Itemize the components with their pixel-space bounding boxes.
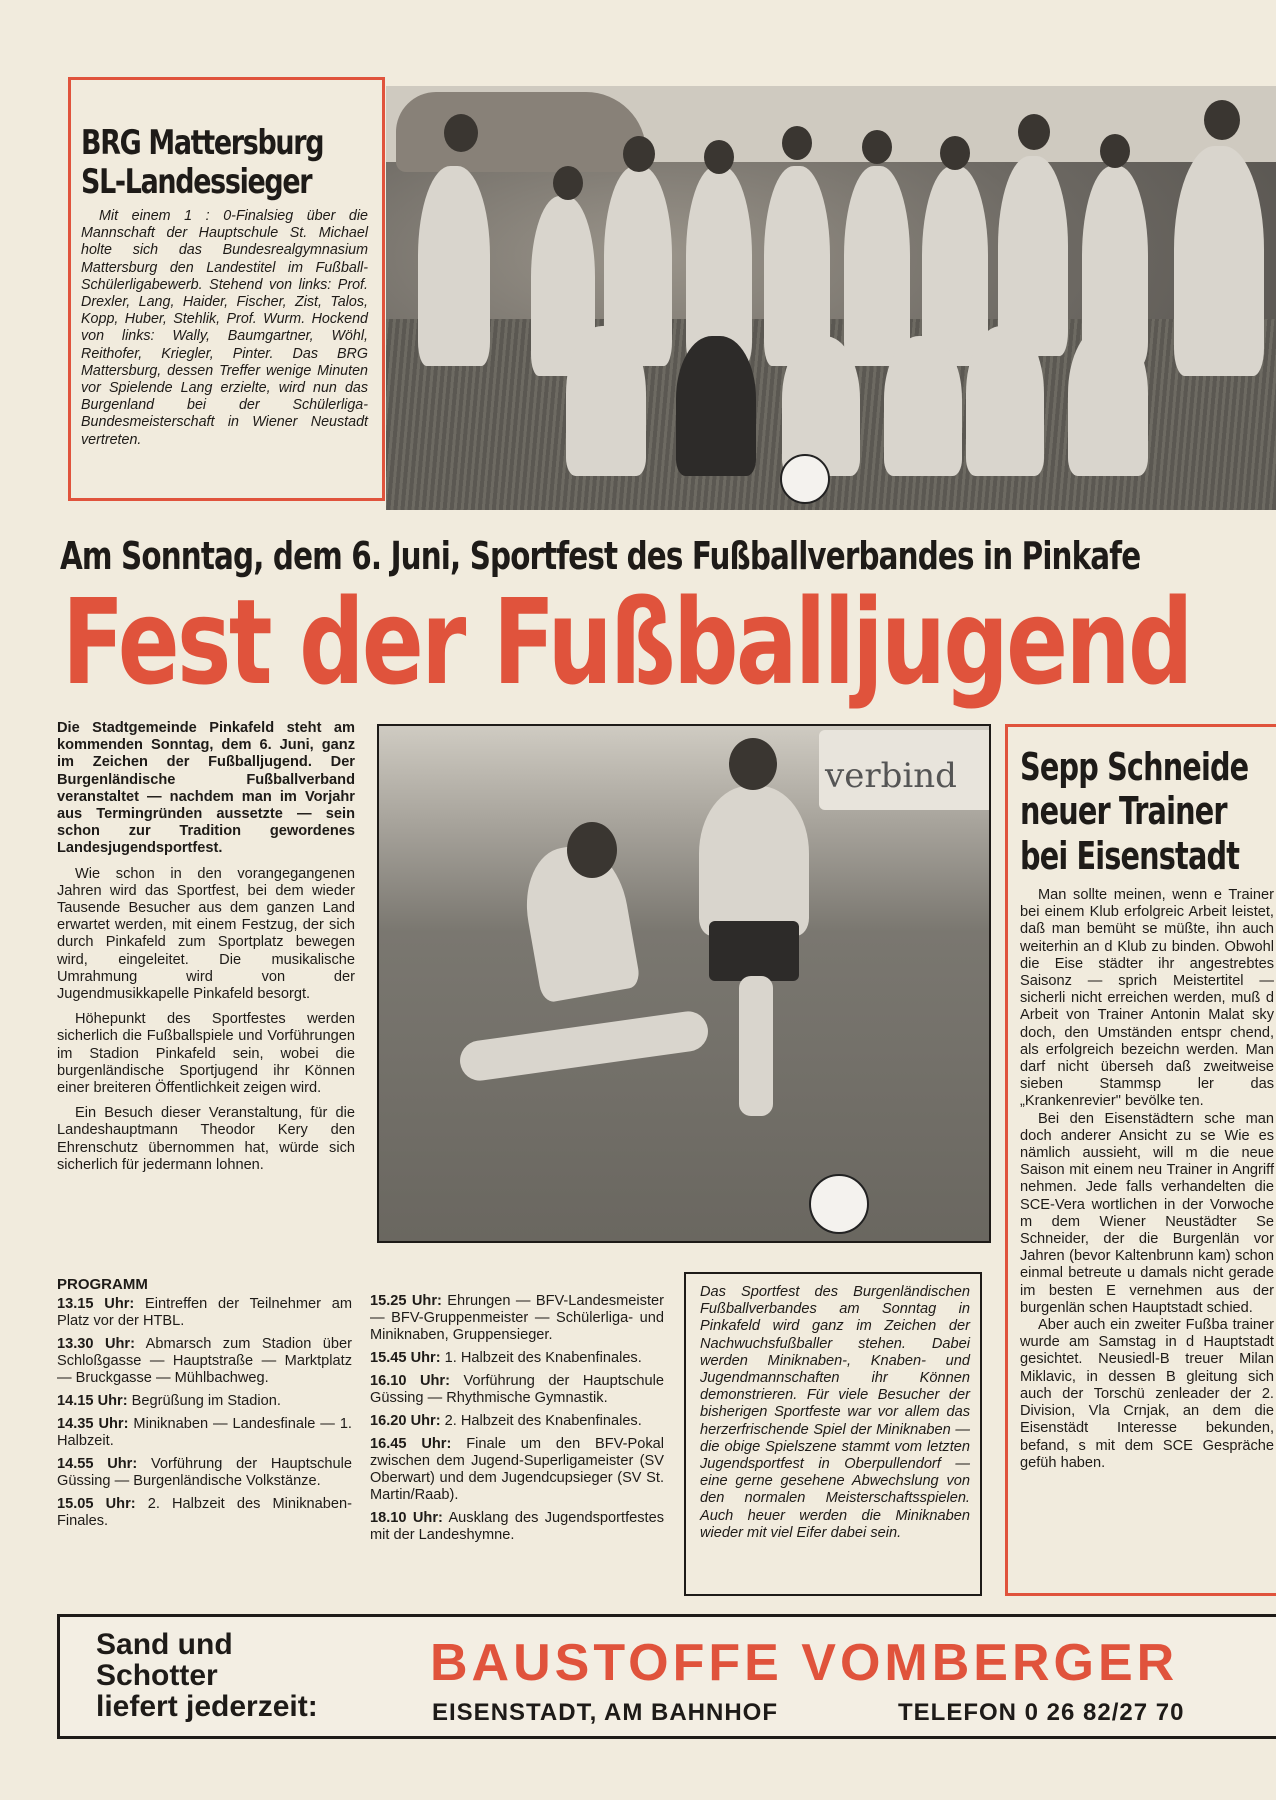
program-title: PROGRAMM: [57, 1276, 148, 1293]
top-story-headline-1: BRG Mattersburg: [81, 123, 324, 163]
ad-left-line-2: Schotter: [96, 1659, 218, 1692]
side-story-para-3: Aber auch ein zweiter Fußba trainer wurde am Samstag in d Hauptstadt gesichtet. Neusiedl-B treuer Milan Miklavic, in dessen B gleitung sich auch der Torschü zenleader der 2. Division, Vla Crnjak, an dem die Eisenstädt Interesse bekunden, befand, s mit dem SCE Gespräche gefüh haben.: [1020, 1317, 1274, 1471]
main-story-para-4: Ein Besuch dieser Veranstaltung, für die Landeshauptmann Theodor Kery den Ehrenschutz übernommen hat, würde sich sicherlich für jedermann lohnen.: [57, 1105, 355, 1173]
ad-left-line-3: liefert jederzeit:: [96, 1690, 318, 1723]
photo-caption: Das Sportfest des Burgenländischen Fußballverbandes am Sonntag in Pinkafeld wird ganz im Zeichen der Nachwuchsfußballer stehen. Dabei werden Miniknaben-, Knaben- und Jugendmannschaften ihr Können demonstrieren. Für viele Besucher der bisherigen Sportfeste war vor allem das herzerfrischende Spiel der Miniknaben — die obige Spielszene stammt vom letzten Jugendsportfest in Oberpullendorf — eine gerne gesehene Abwechslung von den normalen Meisterschaftsspielen. Auch heuer werden die Miniknaben wieder mit viel Eifer dabei sein.: [700, 1284, 970, 1541]
match-photo-ball: [809, 1174, 869, 1234]
ad-left-text: [96, 1629, 318, 1722]
main-story-headline: Fest der Fußballjugend: [62, 578, 1191, 711]
top-story-caption: Mit einem 1 : 0-Finalsieg über die Mannschaft der Hauptschule St. Michael holte sich das Bundesrealgymnasium Mattersburg den Landestitel im Fußball-Schülerligabewerb. Stehend von links: Prof. Drexler, Lang, Haider, Fischer, Zist, Talos, Kopp, Huber, Stehlik, Prof. Wurm. Hockend von links: Wally, Baumgartner, Wöhl, Reithofer, Kriegler, Pinter. Das BRG Mattersburg, dessen Treffer wenige Minuten vor Spielende Lang erzielte, wird nun das Burgenland bei der Schülerliga-Bundesmeisterschaft in Wiener Neustadt vertreten.: [81, 208, 368, 448]
ad-box: [57, 1614, 1276, 1739]
side-story-headline-1: Sepp Schneide: [1020, 745, 1249, 789]
photo-caption-box: [684, 1272, 982, 1596]
program-item: 13.15 Uhr: Eintreffen der Teilnehmer am Platz vor der HTBL.: [57, 1296, 352, 1329]
main-story-lead: Die Stadtgemeinde Pinkafeld steht am kommenden Sonntag, dem 6. Juni, ganz im Zeichen der Fußballjugend. Der Burgenländische Fußballverband veranstaltet — nachdem man im Vorjahr aus Termingründen aussetzte — sein schon zur Tradition gewordenes Landesjugendsportfest.: [57, 720, 355, 857]
main-story-column-left: [57, 720, 355, 1182]
match-photo: [377, 724, 991, 1243]
program-item: 16.45 Uhr: Finale um den BFV-Pokal zwischen dem Jugend-Superligameister (SV Oberwart) und dem Jugendcupsieger (SV St. Martin/Raab).: [370, 1436, 664, 1503]
program-item: 15.05 Uhr: 2. Halbzeit des Miniknaben-Finales.: [57, 1496, 352, 1529]
car-shape: [396, 92, 646, 172]
program-item: 18.10 Uhr: Ausklang des Jugendsportfestes mit der Landeshymne.: [370, 1510, 665, 1543]
top-story-headline-2: SL-Landessieger: [81, 162, 312, 202]
side-story-headline-3: bei Eisenstadt: [1020, 834, 1240, 878]
side-story-para-1: Man sollte meinen, wenn e Trainer bei einem Klub erfolgreic Arbeit leistet, daß man bemüht se müßte, ihn auch weiterhin an d Klub zu binden. Obwohl die Eise städter ihr angestrebtes Saisonz — sprich Meistertitel — sicherli nicht erreichen werden, muß d Arbeit von Trainer Antonin Malat sky doch, den Umständen entspr chend, als erfolgreich bezeichn werden. Man darf nicht überseh daß zweitweise sieben Stammsp ler das „Krankenrevier" bevölke ten.: [1020, 887, 1274, 1110]
program-item: 16.20 Uhr: 2. Halbzeit des Knabenfinales.: [370, 1413, 642, 1429]
ad-phone: TELEFON 0 26 82/27 70: [898, 1699, 1185, 1726]
top-story-box: [68, 77, 385, 501]
program-item: 14.35 Uhr: Miniknaben — Landesfinale — 1. Halbzeit.: [57, 1416, 352, 1449]
team-photo-ball: [780, 454, 830, 504]
program-item: 14.55 Uhr: Vorführung der Hauptschule Güssing — Burgenländische Volkstänze.: [57, 1456, 352, 1489]
ad-brand: BAUSTOFFE VOMBERGER: [430, 1634, 1179, 1692]
side-story-headline-2: neuer Trainer: [1020, 789, 1227, 833]
ad-left-line-1: Sand und: [96, 1628, 233, 1661]
program-column-1: [57, 1276, 352, 1536]
main-story-headline-clip: [0, 578, 1276, 718]
program-item: 15.25 Uhr: Ehrungen — BFV-Landesmeister — BFV-Gruppenmeister — Schülerliga- und Miniknaben, Gruppensieger.: [370, 1293, 664, 1343]
program-item: 16.10 Uhr: Vorführung der Hauptschule Güssing — Rhythmische Gymnastik.: [370, 1373, 664, 1406]
program-item: 15.45 Uhr: 1. Halbzeit des Knabenfinales.: [370, 1350, 642, 1366]
program-column-2: [370, 1293, 664, 1550]
program-item: 14.15 Uhr: Begrüßung im Stadion.: [57, 1393, 281, 1409]
program-item: 13.30 Uhr: Abmarsch zum Stadion über Schloßgasse — Hauptstraße — Marktplatz — Bruckgasse — Mühlbachweg.: [57, 1336, 352, 1386]
side-story-para-2: Bei den Eisenstädtern sche man doch anderer Ansicht zu se Wie es nämlich aussieht, will m die neue Saison mit einem neu Trainer in Angriff nehmen. Jede falls verhandelten die SCE-Vera wortlichen in der Vorwoche m dem Wiener Neustädter Se Schneider, der die Burgenlän vor Jahren (bevor Kaltenbrunn kam) schon einmal betreute u damals nicht gerade im besten E vernehmen aus der burgenlän schen Hauptstadt schied.: [1020, 1110, 1274, 1316]
ad-address: EISENSTADT, AM BAHNHOF: [432, 1699, 778, 1726]
main-story-para-3: Höhepunkt des Sportfestes werden sicherlich die Fußballspiele und Vorführungen im Stadion Pinkafeld sein, wobei die burgenländische Sportjugend ihr Können einer breiteren Öffentlichkeit zeigen wird.: [57, 1011, 355, 1097]
main-story-kicker: Am Sonntag, dem 6. Juni, Sportfest des Fußballverbandes in Pinkafe: [60, 534, 1141, 578]
team-photo: [386, 86, 1276, 510]
main-story-para-2: Wie schon in den vorangegangenen Jahren wird das Sportfest, bei dem wieder Tausende Besucher aus dem ganzen Land erwartet werden, mit einem Festzug, der sich durch Pinkafeld zum Sportplatz bewegen wird, eingeleitet. Die musikalische Umrahmung wird von der Jugendmusikkapelle Pinkafeld besorgt.: [57, 865, 355, 1003]
match-photo-banner: verbind: [819, 730, 989, 810]
side-story-box: [1005, 724, 1276, 1596]
